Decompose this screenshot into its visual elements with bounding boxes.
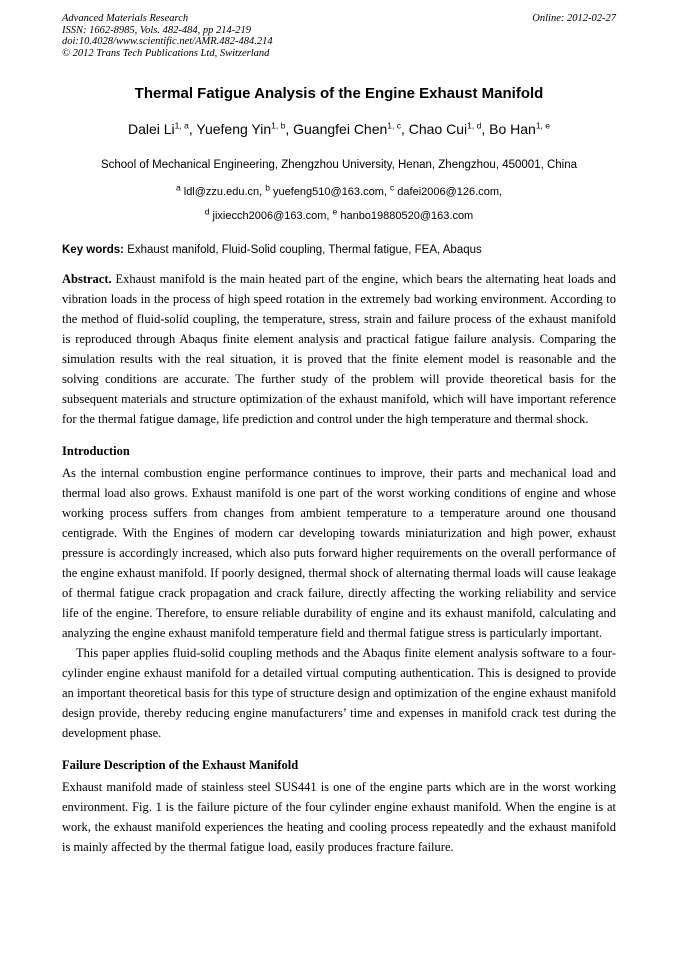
online-date: Online: 2012-02-27: [532, 13, 616, 24]
email-lines: [62, 182, 616, 223]
section-heading: Failure Description of the Exhaust Manifold: [62, 758, 299, 772]
abstract-label: Abstract.: [62, 272, 112, 286]
journal-name: Advanced Materials Research: [62, 13, 189, 24]
page-title: Thermal Fatigue Analysis of the Engine Exhaust Manifold: [134, 85, 544, 102]
email-superscript: d: [204, 206, 210, 217]
email-superscript: b: [265, 182, 270, 193]
journal-header-left: [62, 13, 273, 59]
abstract-text: Exhaust manifold is the main heated part of the engine, which bears the alternating heat loads and vibration loads in the process of high speed rotation in the extremely bad working environment. According to the method of fluid-solid coupling, the temperature, stress, strain and failure process of the exhaust manifold is reproduced through Abaqus finite element analysis and practical fatigue failure analysis. Comparing the simulation results with the real situation, it is proved that the finite element model is reasonable and the solving conditions are accurate. The further study of the problem will provide theoretical basis for the subsequent materials and structure optimization of the exhaust manifold, which will have important reference for the thermal fatigue damage, life prediction and control under the high temperature and thermal shock.: [62, 272, 617, 426]
author-superscript: 1, d: [467, 120, 482, 131]
email-superscript: e: [332, 206, 338, 217]
body-paragraph: As the internal combustion engine performance continues to improve, their parts and mechanical load and thermal load also grows. Exhaust manifold is one part of the worst working conditions of engine and whose working process suffers from changes from ambient temperature to a temperature around one thousand centigrade. With the Engines of modern car developing towards miniaturization and high power, exhaust pressure is accordingly increased, which also puts forward higher requirements on the overall performance of the engine exhaust manifold. If poorly designed, thermal shock of alternating thermal loads will cause leakage of thermal fatigue crack propagation and crack failure, directly affecting the working reliability and service life of the engine. Therefore, to ensure reliable durability of engine and its exhaust manifold, calculating and analyzing the engine exhaust manifold temperature field and thermal fatigue stress is particularly important.: [62, 466, 616, 640]
journal-copyright: © 2012 Trans Tech Publications Ltd, Switzerland: [62, 47, 270, 59]
body-paragraph: Exhaust manifold made of stainless steel SUS441 is one of the engine parts which are in the worst working environment. Fig. 1 is the failure picture of the four cylinder engine exhaust manifold. When the engine is at work, the exhaust manifold experiences the heating and cooling process repeatedly and the exhaust manifold is mainly affected by the thermal fatigue load, easily produces fracture failure.: [62, 780, 616, 854]
author-name: Dalei Li$^{1, a}$: [127, 120, 189, 137]
author-superscript: 1, e: [535, 120, 551, 131]
email-line: $^a$ ldl@zzu.edu.cn, $^b$ yuefeng510@163.com, $^c$ dafei2006@126.com,: [175, 182, 503, 198]
keywords-line: [62, 243, 616, 257]
author-name: Bo Han$^{1, e}$: [489, 120, 551, 137]
section-heading: Introduction: [62, 444, 130, 458]
journal-issn-vols: ISSN: 1662-8985, Vols. 482-484, pp 214-219: [62, 24, 251, 36]
author-name: Yuefeng Yin$^{1, b}$: [196, 120, 286, 137]
journal-doi: doi:10.4028/www.scientific.net/AMR.482-484.214: [62, 36, 273, 47]
keywords-label: Key words:: [62, 244, 124, 256]
body-paragraph: This paper applies fluid-solid coupling methods and the Abaqus finite element analysis software to a four-cylinder engine exhaust manifold for a detailed virtual computing authentication. This is designed to provide an important theoretical basis for this type of structure design and optimization of the engine exhaust manifold design provide, thereby reducing engine manufacturers’ time and expenses in manifold crack test during the development phase.: [62, 646, 616, 740]
author-superscript: 1, a: [174, 120, 189, 131]
affiliation: School of Mechanical Engineering, Zhengzhou University, Henan, Zhengzhou, 450001, China: [100, 159, 578, 171]
keywords-text: Exhaust manifold, Fluid-Solid coupling, Thermal fatigue, FEA, Abaqus: [127, 244, 482, 256]
email-superscript: c: [390, 182, 395, 193]
authors-line: Dalei Li$^{1, a}$, Yuefeng Yin$^{1, b}$, Guangfei Chen$^{1, c}$, Chao Cui$^{1, d}$, Bo Han$^{1, e}$: [127, 120, 551, 137]
author-name: Chao Cui$^{1, d}$: [408, 120, 482, 137]
journal-header: [62, 13, 616, 59]
author-name: Guangfei Chen$^{1, c}$: [293, 120, 401, 137]
author-superscript: 1, b: [271, 120, 286, 131]
author-superscript: 1, c: [387, 120, 401, 131]
sections: [62, 443, 616, 857]
abstract-paragraph: [62, 269, 616, 429]
email-superscript: a: [175, 182, 181, 193]
email-line: $^d$ jixiecch2006@163.com, $^e$ hanbo19880520@163.com: [204, 206, 474, 222]
